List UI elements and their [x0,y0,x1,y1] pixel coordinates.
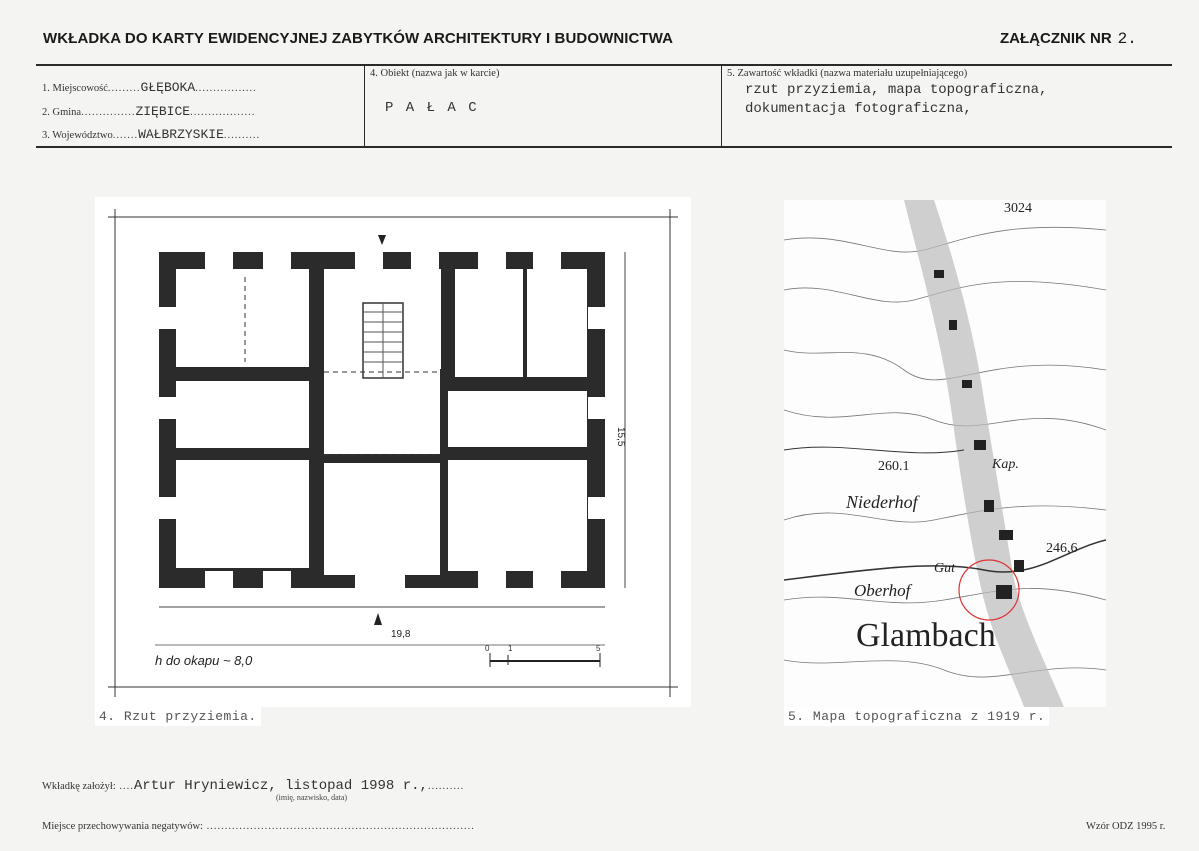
town-field: 1. Miejscowość.........GŁĘBOKA................. [42,80,257,95]
negatives-field: Miejsce przechowywania negatywów: .......................................................................... [42,821,475,832]
floorplan-drawing [95,197,691,707]
map-label-kap: Kap. [992,457,1019,472]
map-label-glambach: Glambach [856,617,996,654]
negatives-label: Miejsce przechowywania negatywów: [42,821,203,832]
founder-hint: (imię, nazwisko, data) [276,793,348,802]
commune-label: 2. Gmina [42,107,82,118]
map-image [784,200,1106,707]
page-title: WKŁADKA DO KARTY EWIDENCYJNEJ ZABYTKÓW ARCHITEKTURY I BUDOWNICTWA [43,30,674,47]
header-bottom-rule [36,146,1172,148]
contents-line-2: dokumentacja fotograficzna, [745,101,972,117]
town-label: 1. Miejscowość [42,83,108,94]
header-top-rule [36,64,1172,66]
map-label-2466: 246,6 [1046,541,1078,556]
map-label-2601: 260.1 [878,459,910,474]
contents-line-1: rzut przyziemia, mapa topograficzna, [745,82,1048,98]
voivodeship-field: 3. Województwo.......WAŁBRZYSKIE.......... [42,127,261,142]
map-drawing [784,200,1106,707]
town-value: GŁĘBOKA [140,80,196,95]
founder-value: Artur Hryniewicz, listopad 1998 r., [133,778,428,794]
floorplan-caption: 4. Rzut przyziemia. [95,707,261,726]
annex-number: 2. [1117,30,1137,48]
commune-value: ZIĘBICE [135,104,191,119]
object-label: 4. Obiekt (nazwa jak w karcie) [370,68,500,79]
map-label-niederhof: Niederhof [846,492,918,512]
contents-label: 5. Zawartość wkładki (nazwa materiału uzupełniającego) [727,68,968,79]
annex-label-text: ZAŁĄCZNIK NR [1000,30,1112,47]
scale-end: 5 [596,644,601,653]
map-label-3024: 3024 [1004,201,1032,216]
scale-start: 0 [485,644,490,653]
annex-label [1000,30,1137,48]
map-caption: 5. Mapa topograficzna z 1919 r. [784,707,1049,726]
founder-field: Wkładkę założył: ....Artur Hryniewicz, listopad 1998 r.,.......... [42,778,465,794]
floorplan-image [95,197,691,707]
voivodeship-label: 3. Województwo [42,130,113,141]
founder-label: Wkładkę założył: [42,781,116,792]
object-value: P A Ł A C [385,100,479,116]
column-divider-2 [721,64,722,147]
voivodeship-value: WAŁBRZYSKIE [138,127,224,142]
commune-field: 2. Gmina...............ZIĘBICE.................. [42,104,256,119]
height-note: h do okapu ~ 8,0 [155,653,253,668]
map-label-oberhof: Oberhof [854,581,911,600]
map-label-gut: Gut [934,561,955,576]
form-code: Wzór ODZ 1995 r. [1086,821,1166,832]
width-dimension: 19,8 [391,629,411,640]
scale-mid: 1 [508,644,513,653]
column-divider-1 [364,64,365,147]
depth-dimension: 15,5 [615,427,626,447]
